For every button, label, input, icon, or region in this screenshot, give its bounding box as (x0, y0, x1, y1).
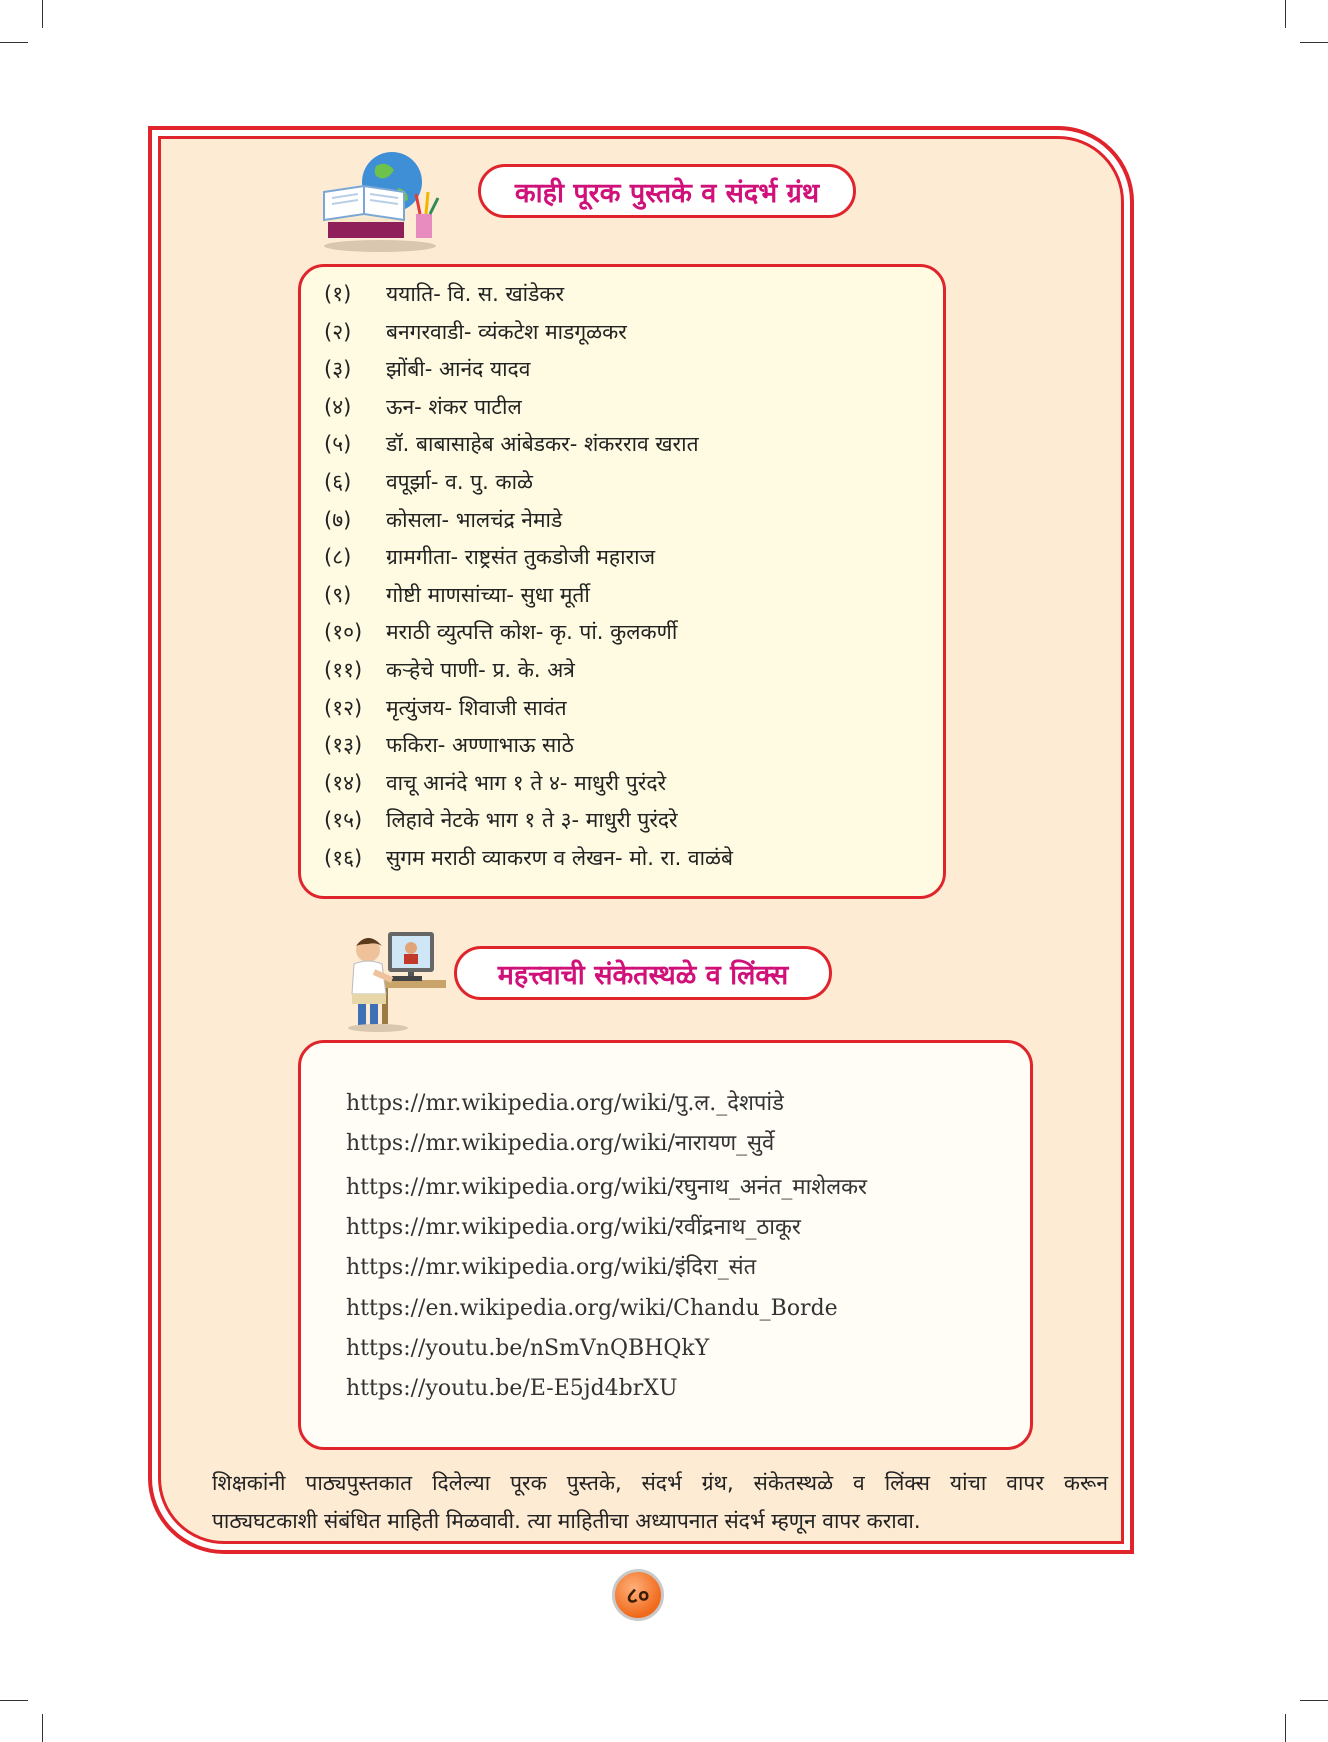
reference-number: (९) (324, 582, 352, 607)
reference-item (324, 389, 522, 425)
reference-text: सुगम मराठी व्याकरण व लेखन- मो. रा. वाळंबे (386, 846, 733, 870)
crop-mark (42, 1714, 43, 1742)
link-url[interactable]: https://mr.wikipedia.org/wiki/पु.ल._देशपांडे (346, 1091, 784, 1116)
links-title: महत्त्वाची संकेतस्थळे व लिंक्स (454, 946, 832, 1000)
reference-text: झोंबी- आनंद यादव (386, 357, 531, 382)
reference-item (324, 314, 627, 350)
teacher-note-line-2: पाठ्यघटकाशी संबंधित माहिती मिळवावी. त्या माहितीचा अध्यापनात संदर्भ म्हणून वापर करावा. (212, 1509, 921, 1533)
reference-number: (६) (324, 470, 352, 494)
crop-mark (42, 0, 43, 28)
reference-number: (१२) (324, 695, 363, 720)
crop-mark (1285, 0, 1286, 28)
reference-number: (१) (324, 282, 352, 306)
reference-number: (१४) (324, 770, 363, 795)
reference-text: ऊन- शंकर पाटील (386, 394, 522, 419)
reference-text: बनगरवाडी- व्यंकटेश माडगूळकर (386, 319, 627, 344)
reference-text: लिहावे नेटके भाग १ ते ३- माधुरी पुरंदरे (386, 808, 678, 833)
reference-item (324, 351, 530, 387)
link-url[interactable]: https://youtu.be/nSmVnQBHQkY (346, 1335, 710, 1361)
books-globe-icon (318, 148, 442, 254)
reference-number: (२) (324, 319, 352, 344)
link-url[interactable]: https://mr.wikipedia.org/wiki/रवींद्रनाथ_ठाकूर (346, 1215, 801, 1240)
reference-item (324, 727, 574, 763)
reference-text: वाचू आनंदे भाग १ ते ४- माधुरी पुरंदरे (386, 770, 667, 795)
crop-mark (1285, 1714, 1286, 1742)
link-url[interactable]: https://mr.wikipedia.org/wiki/नारायण_सुर्वे (346, 1131, 775, 1156)
reference-number: (५) (324, 432, 352, 457)
reference-number: (७) (324, 507, 352, 532)
reference-item (324, 426, 699, 462)
computer-user-icon (334, 922, 446, 1034)
teacher-note-line-1: शिक्षकांनी पाठ्यपुस्तकात दिलेल्या पूरक पुस्तके, संदर्भ ग्रंथ, संकेतस्थळे व लिंक्स यांचा वापर करून (212, 1471, 1108, 1495)
reference-number: (३) (324, 357, 352, 382)
reference-text: कोसला- भालचंद्र नेमाडे (386, 507, 563, 532)
reference-item (324, 765, 666, 801)
link-url[interactable]: https://mr.wikipedia.org/wiki/रघुनाथ_अनंत_माशेलकर (346, 1175, 868, 1200)
reference-text: मराठी व्युत्पत्ति कोश- कृ. पां. कुलकर्णी (386, 620, 678, 645)
reference-text: ययाति- वि. स. खांडेकर (386, 282, 565, 306)
references-title: काही पूरक पुस्तके व संदर्भ ग्रंथ (478, 164, 856, 218)
reference-item (324, 577, 590, 613)
reference-number: (१६) (324, 846, 363, 870)
reference-text: ग्रामगीता- राष्ट्रसंत तुकडोजी महाराज (386, 545, 656, 570)
reference-item (324, 690, 567, 726)
link-url[interactable]: https://mr.wikipedia.org/wiki/इंदिरा_संत (346, 1255, 757, 1280)
crop-mark (0, 42, 28, 43)
page-number: ८० (612, 1569, 664, 1621)
reference-number: (८) (324, 545, 352, 570)
link-url[interactable]: https://youtu.be/E-E5jd4brXU (346, 1375, 678, 1401)
reference-text: गोष्टी माणसांच्या- सुधा मूर्ती (386, 582, 590, 607)
reference-item (324, 840, 733, 876)
reference-item (324, 502, 562, 538)
link-url[interactable]: https://en.wikipedia.org/wiki/Chandu_Borde (346, 1295, 838, 1321)
reference-item (324, 614, 677, 650)
reference-number: (१०) (324, 620, 363, 645)
reference-number: (१५) (324, 808, 363, 833)
reference-item (324, 539, 655, 575)
reference-number: (४) (324, 394, 352, 419)
reference-text: वपूर्झा- व. पु. काळे (386, 470, 534, 494)
reference-text: मृत्युंजय- शिवाजी सावंत (386, 695, 567, 720)
reference-text: फकिरा- अण्णाभाऊ साठे (386, 733, 574, 758)
reference-number: (११) (324, 658, 363, 682)
reference-item (324, 652, 575, 688)
crop-mark (0, 1700, 28, 1701)
reference-text: कऱ्हेचे पाणी- प्र. के. अत्रे (386, 658, 575, 682)
crop-mark (1300, 1700, 1328, 1701)
reference-item (324, 802, 678, 838)
reference-item (324, 464, 533, 500)
reference-number: (१३) (324, 733, 363, 758)
reference-item (324, 276, 564, 312)
crop-mark (1300, 42, 1328, 43)
reference-text: डॉ. बाबासाहेब आंबेडकर- शंकरराव खरात (386, 432, 699, 457)
